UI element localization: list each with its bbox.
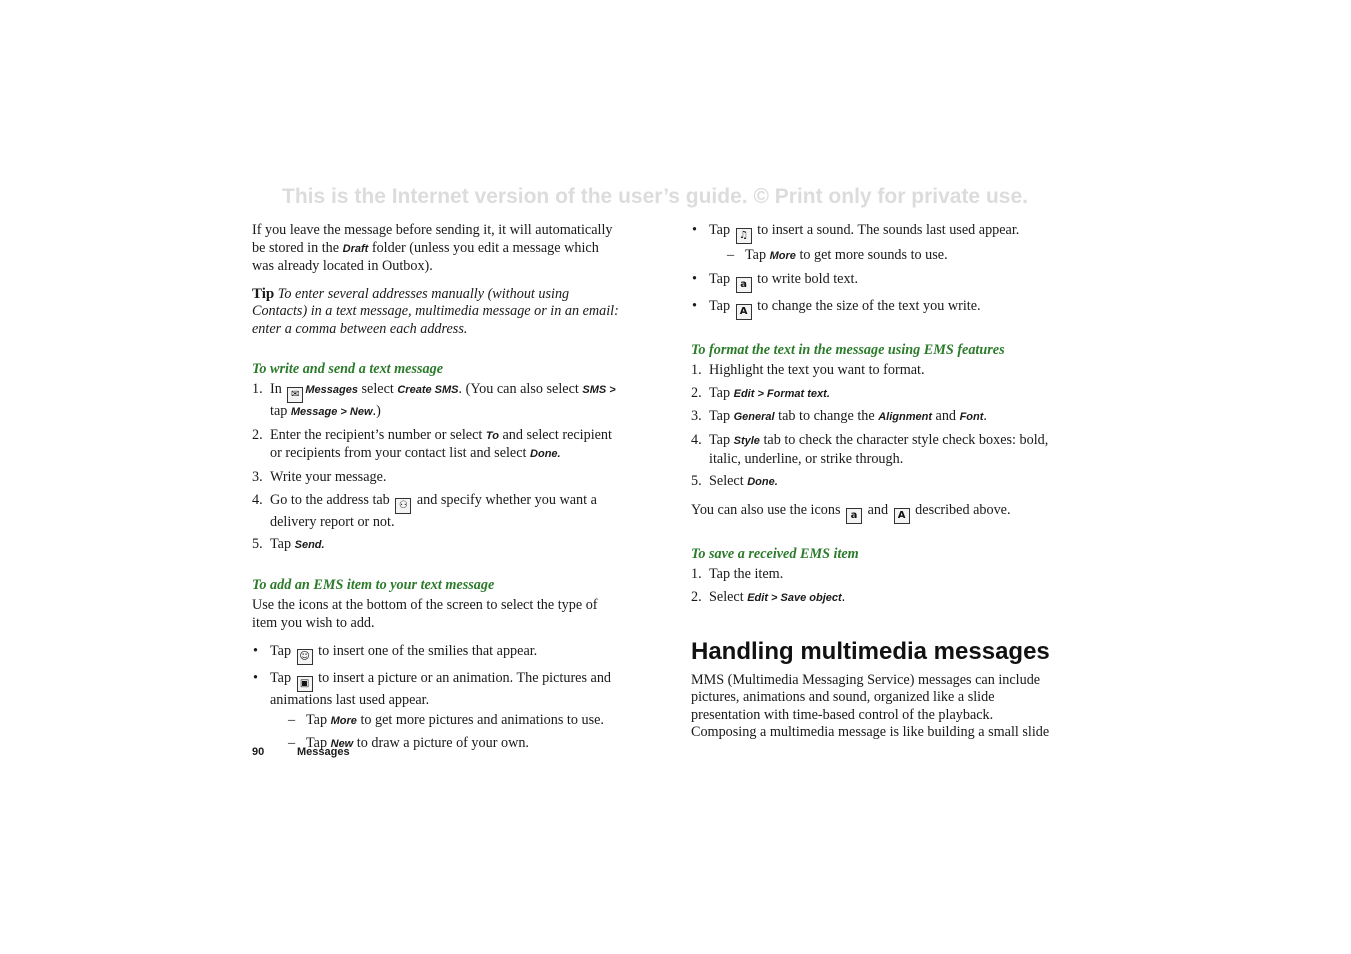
text: Tap bbox=[745, 247, 770, 263]
bullet: • bbox=[253, 669, 258, 686]
envelope-icon: ✉ bbox=[287, 387, 303, 403]
list-item bbox=[691, 566, 1061, 584]
step-number: 2. bbox=[691, 588, 702, 605]
bullet: • bbox=[692, 222, 697, 238]
text-size-icon: A bbox=[736, 304, 752, 320]
list-item bbox=[252, 427, 622, 464]
list-item bbox=[252, 670, 622, 754]
text: Tap bbox=[709, 384, 734, 401]
step-number: 5. bbox=[691, 473, 702, 490]
list-item bbox=[691, 408, 1061, 427]
text: Tap bbox=[270, 669, 295, 686]
section-title-format: To format the text in the message using EMS features bbox=[691, 341, 1005, 358]
text: Write your message. bbox=[270, 468, 387, 485]
text: You can also use the icons bbox=[691, 501, 845, 518]
list-item bbox=[691, 271, 1061, 293]
address-card-icon: ⚇ bbox=[395, 498, 411, 514]
list-item bbox=[691, 473, 1061, 492]
ui-term: New bbox=[330, 737, 354, 750]
bullet: • bbox=[253, 642, 258, 659]
also-paragraph bbox=[691, 502, 1061, 524]
text: .) bbox=[372, 403, 381, 420]
list-item bbox=[691, 362, 1061, 380]
list-item bbox=[252, 492, 622, 532]
chapter-heading: Handling multimedia messages bbox=[691, 637, 1050, 665]
text: Tap bbox=[709, 408, 734, 425]
page-footer bbox=[252, 746, 350, 758]
text: described above. bbox=[911, 501, 1011, 518]
ui-term: More bbox=[330, 715, 357, 728]
bullet: • bbox=[692, 270, 697, 287]
ui-term: General bbox=[733, 411, 775, 424]
ui-term: Font bbox=[959, 411, 984, 424]
text: . (You can also select bbox=[458, 381, 583, 398]
bold-text-icon: a bbox=[736, 277, 752, 293]
tip-text: To enter several addresses manually (without using Contacts) in a text message, multimedia message or in an email: enter a comma between each address. bbox=[252, 285, 619, 337]
step-number: 2. bbox=[252, 426, 263, 443]
text: Go to the address tab bbox=[270, 491, 394, 508]
ui-term: Style bbox=[733, 434, 760, 447]
ui-term: More bbox=[769, 250, 796, 262]
footer-section: Messages bbox=[297, 746, 350, 758]
step-number: 3. bbox=[691, 408, 702, 425]
text: and select recipient or recipients from your contact list and select bbox=[270, 426, 612, 462]
text: to insert one of the smilies that appear. bbox=[314, 642, 538, 659]
steps-save bbox=[691, 566, 1061, 607]
ui-term: Send. bbox=[294, 539, 325, 552]
text: and bbox=[931, 408, 960, 425]
text: Tap bbox=[709, 431, 734, 448]
text: tab to change the bbox=[774, 408, 879, 425]
text: to write bold text. bbox=[753, 270, 859, 287]
text: Highlight the text you want to format. bbox=[709, 362, 925, 379]
step-number: 4. bbox=[252, 491, 263, 508]
ui-term: Edit > Format text. bbox=[733, 387, 830, 400]
section-title-add-ems: To add an EMS item to your text message bbox=[252, 576, 495, 593]
text: Tap bbox=[270, 536, 295, 553]
ui-term: To bbox=[485, 429, 499, 442]
section-title-save: To save a received EMS item bbox=[691, 545, 859, 562]
page-number: 90 bbox=[252, 746, 265, 758]
text: select bbox=[357, 381, 398, 398]
tip-label: Tip bbox=[252, 285, 275, 302]
list-item bbox=[252, 643, 622, 665]
text: Tap bbox=[270, 642, 295, 659]
tip-paragraph bbox=[252, 286, 622, 339]
text: If you leave the message before sending it, it will automatically be stored in the bbox=[252, 222, 613, 256]
text: to get more sounds to use. bbox=[795, 247, 948, 263]
list-item bbox=[252, 536, 622, 555]
text: folder (unless you edit a message which was already located in Outbox). bbox=[252, 239, 599, 275]
text: to change the size of the text you write. bbox=[753, 297, 981, 314]
list-item bbox=[691, 222, 1061, 266]
left-column bbox=[252, 222, 622, 763]
text: to draw a picture of your own. bbox=[353, 734, 529, 751]
list-item bbox=[252, 381, 622, 422]
step-number: 2. bbox=[691, 384, 702, 401]
section-title-write-send: To write and send a text message bbox=[252, 360, 444, 377]
list-item bbox=[691, 432, 1061, 468]
bullet: • bbox=[692, 297, 697, 314]
text: . bbox=[983, 408, 987, 425]
text: Tap bbox=[709, 297, 734, 314]
steps-format bbox=[691, 362, 1061, 492]
ems-item-list-cont bbox=[691, 222, 1061, 320]
text: tab to check the character style check boxes: bold, italic, underline, or strike through. bbox=[709, 431, 1049, 467]
text: and specify whether you want a delivery report or not. bbox=[270, 491, 597, 530]
text: Tap bbox=[709, 270, 734, 287]
text-size-icon: A bbox=[894, 508, 910, 524]
ui-term-draft: Draft bbox=[342, 242, 369, 255]
text: Select bbox=[709, 588, 748, 605]
text: and bbox=[864, 501, 892, 518]
intro-paragraph bbox=[252, 222, 622, 276]
list-item bbox=[691, 589, 1061, 608]
sub-item bbox=[709, 247, 1061, 266]
text: to insert a picture or an animation. The pictures and animations last used appear. bbox=[270, 669, 612, 708]
ui-term: Alignment bbox=[878, 411, 932, 424]
step-number: 4. bbox=[691, 431, 702, 448]
ui-term: Edit > Save object bbox=[747, 591, 842, 604]
text: . bbox=[841, 588, 846, 605]
text: In bbox=[270, 381, 286, 398]
ui-term: Messages bbox=[305, 384, 358, 397]
dash: – bbox=[288, 734, 296, 751]
text: Tap bbox=[306, 734, 331, 751]
watermark: This is the Internet version of the user’s guide. © Print only for private use. bbox=[282, 185, 1028, 208]
ui-term: Message > New bbox=[290, 406, 373, 419]
music-note-icon: ♫ bbox=[736, 228, 752, 244]
text: Select bbox=[709, 473, 748, 490]
text: tap bbox=[270, 403, 291, 420]
mms-paragraph: MMS (Multimedia Messaging Service) messages can include pictures, animations and sound, organized like a slide presentation with time-based control of the playback. Composing a multimedia message is like building a small slide bbox=[691, 671, 1050, 741]
ui-term: SMS > bbox=[582, 384, 616, 397]
text: Tap bbox=[709, 222, 734, 238]
smiley-icon: ☺ bbox=[297, 649, 313, 665]
step-number: 1. bbox=[691, 566, 702, 583]
text: Enter the recipient’s number or select bbox=[270, 426, 486, 443]
ui-term: Done. bbox=[747, 476, 778, 489]
bold-text-icon: a bbox=[846, 508, 862, 524]
picture-icon: ▣ bbox=[297, 676, 313, 692]
dash: – bbox=[727, 247, 735, 263]
ui-term: Create SMS bbox=[397, 384, 459, 397]
text: to insert a sound. The sounds last used appear. bbox=[753, 222, 1020, 238]
ui-term: Done. bbox=[530, 448, 561, 461]
sub-item bbox=[270, 712, 622, 731]
list-item bbox=[691, 385, 1061, 404]
step-number: 1. bbox=[252, 381, 263, 398]
step-number: 5. bbox=[252, 536, 263, 553]
text: Tap the item. bbox=[709, 566, 784, 583]
step-number: 1. bbox=[691, 362, 702, 379]
section-intro: Use the icons at the bottom of the screen to select the type of item you wish to add. bbox=[252, 597, 598, 631]
right-column bbox=[691, 222, 1061, 752]
ems-item-list bbox=[252, 643, 622, 754]
list-item bbox=[691, 298, 1061, 320]
text: Tap bbox=[306, 712, 331, 729]
text: to get more pictures and animations to use. bbox=[356, 712, 604, 729]
steps-write-send bbox=[252, 381, 622, 555]
list-item bbox=[252, 469, 622, 487]
dash: – bbox=[288, 712, 296, 729]
step-number: 3. bbox=[252, 468, 263, 485]
